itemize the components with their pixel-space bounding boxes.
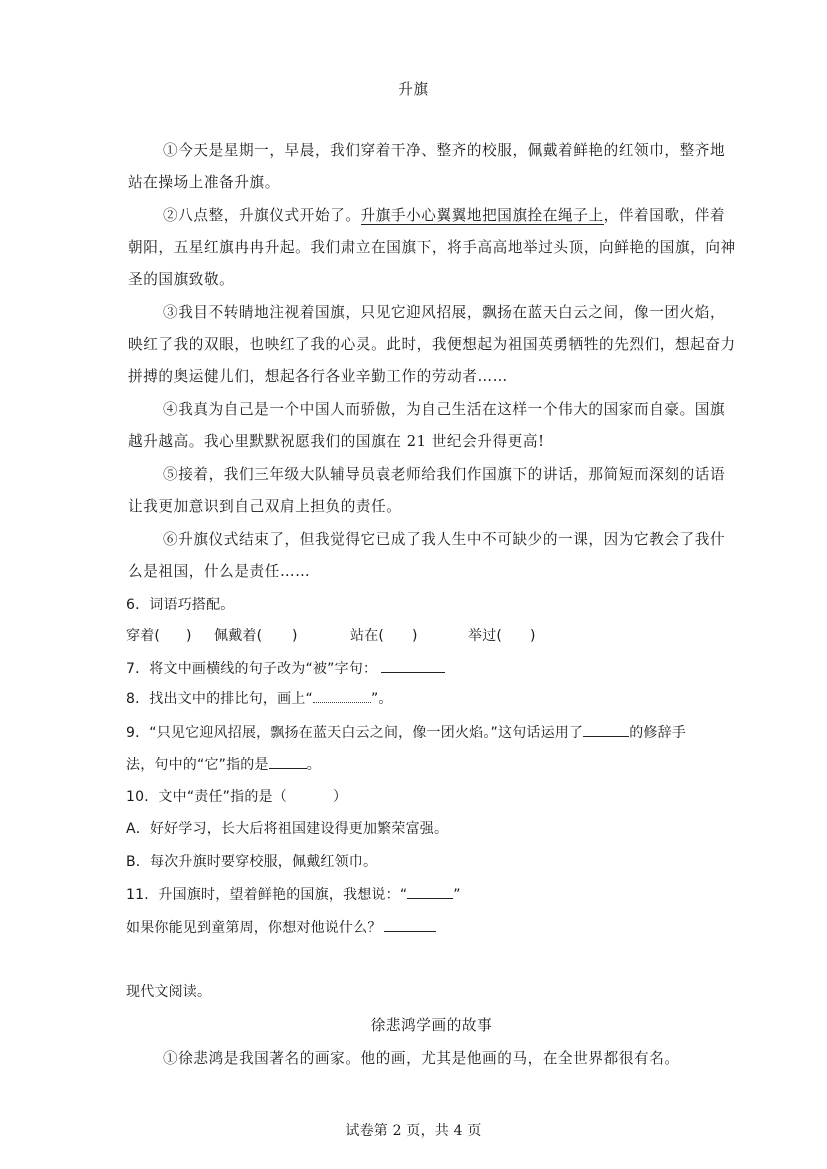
passage-line: 朝阳，五星红旗冉冉升起。我们肃立在国旗下，将手高高地举过头顶，向鲜艳的国旗，向神 <box>128 239 736 256</box>
question-7 <box>126 658 445 679</box>
passage-title: 升旗 <box>398 81 429 98</box>
passage-line <box>163 206 725 226</box>
question-6-item <box>214 626 262 646</box>
passage-line: ①今天是星期一，早晨，我们穿着干净、整齐的校服，佩戴着鲜艳的红领巾，整齐地 <box>163 142 726 159</box>
passage-line: ①徐悲鸿是我国著名的画家。他的画，尤其是他画的马，在全世界都很有名。 <box>163 1050 680 1067</box>
passage-line: ⑥升旗仪式结束了，但我觉得它已成了我人生中不可缺少的一课，因为它教会了我什 <box>163 531 726 548</box>
q6-word: 站在( <box>350 628 385 644</box>
question-9 <box>126 722 686 743</box>
answer-blank[interactable] <box>269 754 307 769</box>
question-6-item <box>126 626 160 646</box>
answer-blank[interactable] <box>384 917 436 932</box>
passage-line: 么是祖国，什么是责任…… <box>128 563 311 580</box>
passage-text: ，伴着国歌，伴着 <box>603 207 726 224</box>
passage-line: ④我真为自己是一个中国人而骄傲，为自己生活在这样一个伟大的国家而自豪。国旗 <box>163 401 726 418</box>
answer-blank[interactable] <box>583 722 629 737</box>
passage-line: 拼搏的奥运健儿们，想起各行各业辛勤工作的劳动者…… <box>128 368 508 385</box>
q6-answer-paren[interactable]: ) <box>292 628 298 644</box>
question-10-stem: 10．文中“责任”指的是（ <box>126 789 287 805</box>
passage-line: ⑤接着，我们三年级大队辅导员袁老师给我们作国旗下的讲话，那简短而深刻的话语 <box>163 466 726 483</box>
question-6-item <box>350 626 384 646</box>
q10-answer-paren[interactable]: ） <box>333 789 348 805</box>
question-10-option-a[interactable]: A．好好学习，长大后将祖国建设得更加繁荣富强。 <box>126 821 449 837</box>
q6-word: 举过( <box>468 628 503 644</box>
question-9-end: 。 <box>306 757 321 773</box>
q6-word: 佩戴着( <box>214 628 263 644</box>
question-6-stem: 6．词语巧搭配。 <box>126 597 235 613</box>
question-9-line2 <box>126 754 321 775</box>
q6-answer-paren[interactable]: ) <box>412 628 418 644</box>
question-8-end: ”。 <box>370 691 393 707</box>
question-11 <box>126 884 461 905</box>
passage-line: 让我更加意识到自己双肩上担负的责任。 <box>128 498 402 515</box>
question-7-stem: 7．将文中画横线的句子改为“被”字句： <box>126 661 378 677</box>
passage-line: 越升越高。我心里默默祝愿我们的国旗在 21 世纪会升得更高! <box>128 433 545 450</box>
passage-line: 站在操场上准备升旗。 <box>128 174 280 191</box>
answer-blank[interactable] <box>407 884 453 899</box>
passage-line: ③我目不转睛地注视着国旗，只见它迎风招展，飘扬在蓝天白云之间，像一团火焰， <box>163 304 726 321</box>
question-9-text: 法，句中的“它”指的是 <box>126 757 269 773</box>
question-9-stem: 9．“只见它迎风招展，飘扬在蓝天白云之间，像一团火焰。”这句话运用了 <box>126 725 584 741</box>
section-label: 现代文阅读。 <box>126 984 212 1000</box>
passage-text: ②八点整，升旗仪式开始了。 <box>163 207 361 224</box>
passage-line: 圣的国旗致敬。 <box>128 271 235 288</box>
question-11-text: 如果你能见到童第周，你想对他说什么？ <box>126 920 382 936</box>
question-10-option-b[interactable]: B．每次升旗时要穿校服，佩戴红领巾。 <box>126 854 378 870</box>
underlined-sentence: 升旗手小心翼翼地把国旗拴在绳子上 <box>360 207 604 224</box>
passage-2-title: 徐悲鸿学画的故事 <box>370 1017 493 1034</box>
wavy-underline-sample <box>313 692 371 703</box>
question-9-text: 的修辞手 <box>629 725 687 741</box>
page-footer: 试卷第 2 页，共 4 页 <box>345 1123 482 1139</box>
answer-blank[interactable] <box>381 658 445 673</box>
passage-line: 映红了我的双眼，也映红了我的心灵。此时，我便想起为祖国英勇牺牲的先烈们，想起奋力 <box>128 336 736 353</box>
q6-answer-paren[interactable]: ) <box>186 628 192 644</box>
q6-word: 穿着( <box>126 628 161 644</box>
question-8-stem: 8．找出文中的排比句，画上“ <box>126 691 313 707</box>
q6-answer-paren[interactable]: ) <box>530 628 536 644</box>
question-6-item <box>468 626 502 646</box>
question-8 <box>126 689 393 709</box>
question-11-stem: 11．升国旗时，望着鲜艳的国旗，我想说：“ <box>126 887 408 903</box>
question-11-end: ” <box>453 887 461 903</box>
question-11-line2 <box>126 917 436 938</box>
